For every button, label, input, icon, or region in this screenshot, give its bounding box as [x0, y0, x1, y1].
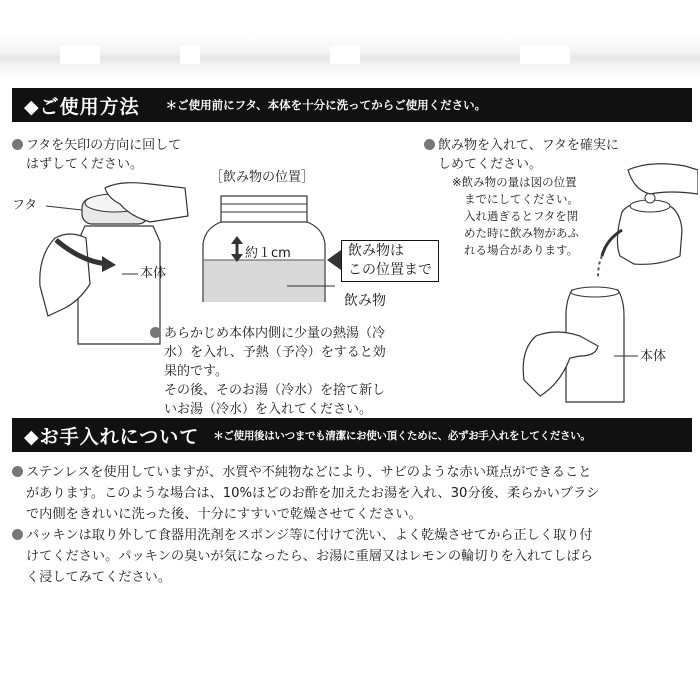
bottle-icon	[78, 226, 160, 344]
care-p2-line3: く浸してみてください。	[26, 570, 172, 585]
preheat-line2: 水）を入れ、予熱（予冷）をすると効	[164, 345, 386, 360]
care-text	[12, 462, 599, 588]
usage-title: ◆ご使用方法	[24, 95, 140, 118]
preheat-line3: 果的です。	[164, 364, 228, 379]
level-diagram-title: ［飲み物の位置］	[210, 170, 315, 185]
hand-pour-icon	[628, 164, 698, 194]
step-fill-line1: 飲み物を入れて、フタを確実に	[438, 138, 619, 153]
fill-note4: めた時に飲み物があふ	[464, 226, 579, 240]
preheat-line5: いお湯（冷水）を入れてください。	[164, 402, 373, 417]
measure-label: 約１cm	[245, 246, 291, 261]
bullet-icon	[150, 327, 161, 338]
lid-label: フタ	[12, 198, 38, 213]
care-p2-line1: パッキンは取り外して食器用洗剤をスポンジ等に付けて洗い、よく乾燥させてから正しく取り付	[26, 528, 593, 543]
fill-note3: 入れ過ぎるとフタを閉	[464, 209, 579, 223]
fill-note5: れる場合があります。	[464, 243, 579, 257]
care-p2-line2: けてください。パッキンの臭いが気になったら、お湯に重層又はレモンの輪切りを入れてしばら	[26, 549, 593, 564]
step-fill-line2: しめてください。	[438, 157, 543, 172]
step-open-line2: はずしてください。	[26, 157, 144, 172]
body-label-left: 本体	[140, 266, 167, 281]
level-callout	[341, 240, 439, 282]
care-p1-line3: で内側をきれいに洗った後、十分にすすいで乾燥させてください。	[26, 507, 422, 522]
body-label-right: 本体	[640, 349, 667, 364]
step-open-text	[12, 136, 181, 174]
liquid-fill	[204, 260, 324, 302]
bullet-icon	[12, 466, 23, 477]
care-p1-line2: があります。このような場合は、10%ほどのお酢を加えたお湯を入れ、30分後、柔らかいブラシ	[26, 486, 600, 501]
step-open-line1: フタを矢印の方向に回して	[26, 138, 182, 153]
preheat-line4: その後、そのお湯（冷水）を捨て新し	[164, 383, 386, 398]
callout-arrow-icon	[327, 250, 341, 270]
drink-label: 飲み物	[344, 293, 386, 309]
fill-note1: ※飲み物の量は図の位置	[452, 175, 577, 189]
bottle-fill-illustration	[510, 160, 698, 410]
care-title: ◆お手入れについて	[24, 425, 200, 448]
bullet-icon	[12, 529, 23, 540]
preheat-line1: あらかじめ本体内側に少量の熱湯（冷	[164, 326, 386, 341]
care-note: ＊ご使用後はいつまでも清潔にお使い頂くために、必ずお手入れをしてください。	[213, 429, 591, 442]
care-p1-line1: ステンレスを使用していますが、水質や不純物などにより、サビのような赤い斑点ができること	[26, 465, 592, 480]
care-section-header	[12, 418, 692, 452]
fill-note2: までにしてください。	[464, 192, 579, 206]
cropped-header-strip	[0, 36, 700, 80]
bullet-icon	[424, 139, 435, 150]
usage-note: ＊ご使用前にフタ、本体を十分に洗ってからご使用ください。	[165, 98, 487, 112]
bullet-icon	[12, 139, 23, 150]
usage-section-header	[12, 88, 692, 122]
callout-line1: 飲み物は	[348, 243, 404, 259]
callout-line2: この位置まで	[348, 262, 432, 278]
preheat-text	[150, 324, 386, 419]
